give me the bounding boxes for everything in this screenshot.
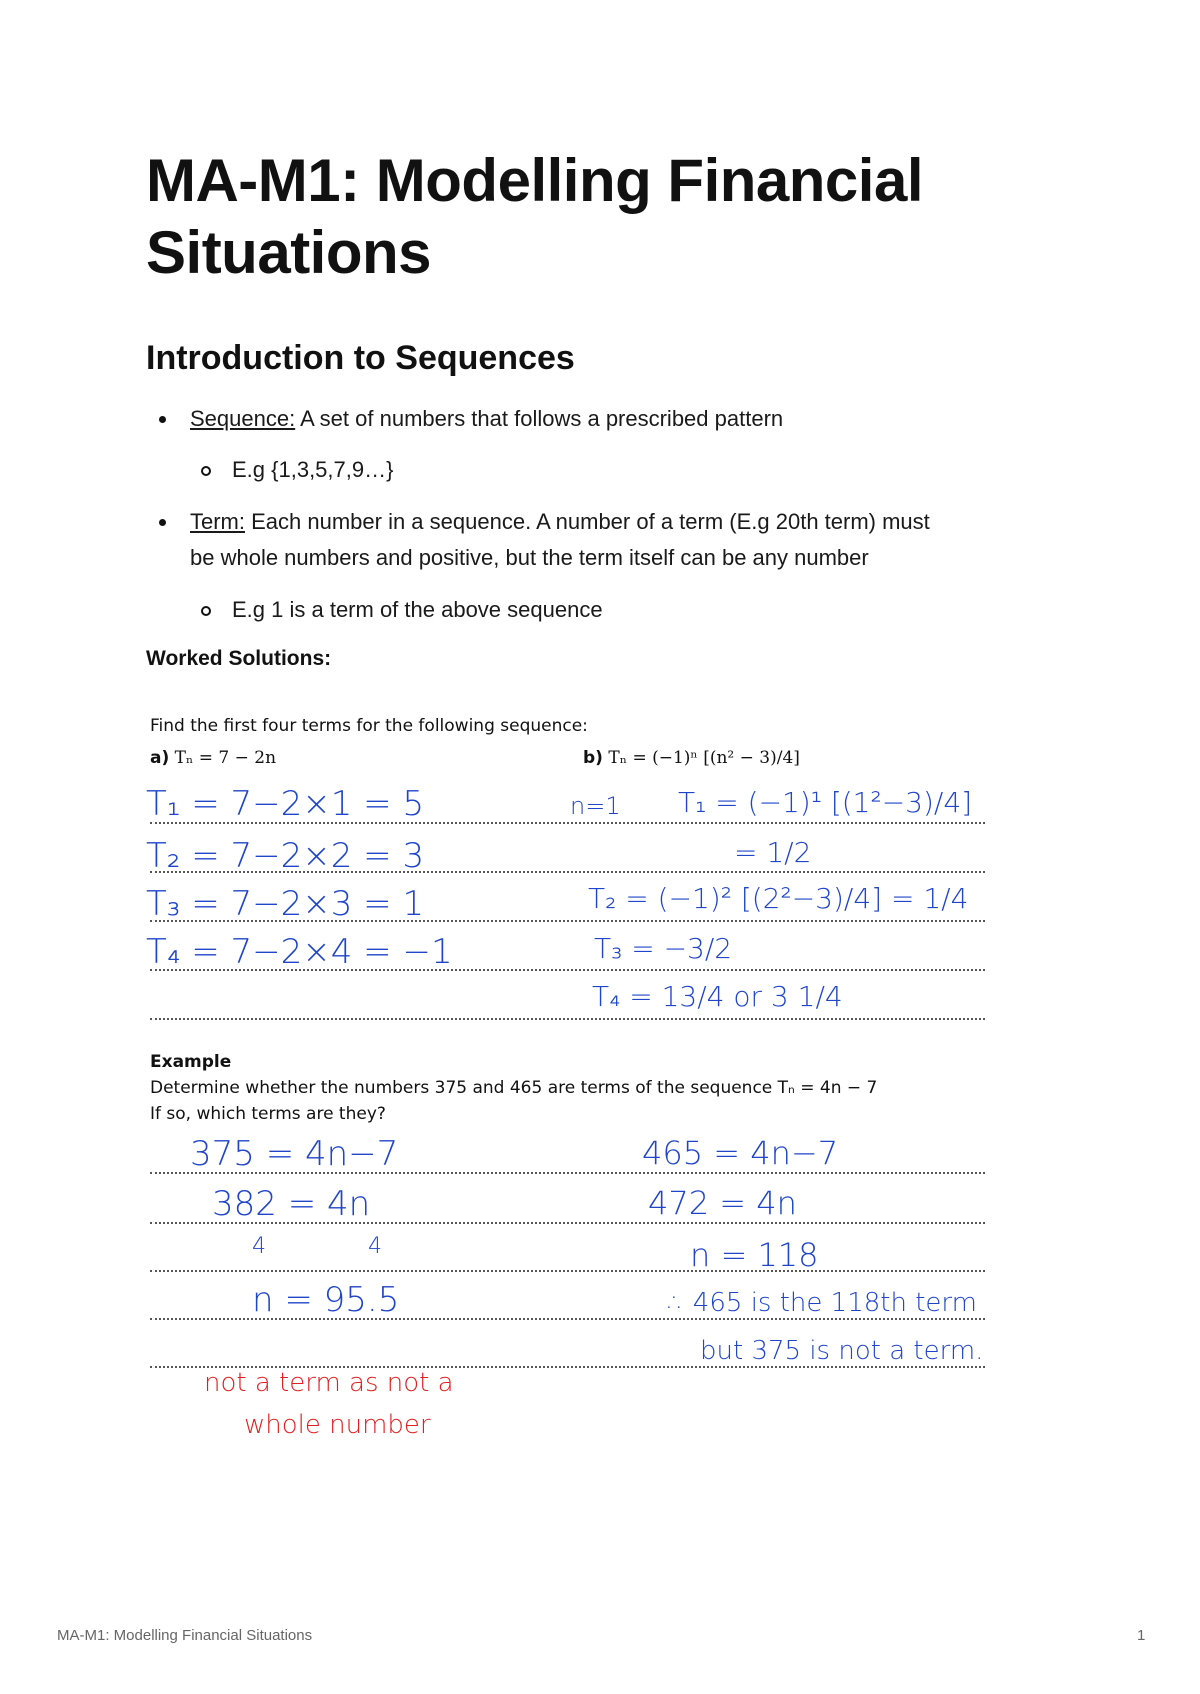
bullet-text-line2: be whole numbers and positive, but the term itself can be any number	[190, 545, 869, 570]
bullet-text: Each number in a sequence. A number of a term (E.g 20th term) must	[245, 509, 930, 534]
sub-bullet-marker	[201, 606, 211, 616]
bullet-text: A set of numbers that follows a prescribed pattern	[295, 406, 784, 431]
red-annotation: whole number	[244, 1410, 431, 1440]
handwritten-line: but 375 is not a term.	[700, 1336, 984, 1366]
bullet-term: Sequence:	[190, 406, 296, 431]
handwritten-line: 465 = 4n−7	[642, 1134, 839, 1172]
answer-line	[150, 1270, 985, 1272]
handwritten-line: 4	[368, 1234, 382, 1259]
red-annotation: not a term as not a	[204, 1368, 454, 1398]
worksheet-prompt: Find the first four terms for the following sequence:	[150, 716, 588, 736]
handwritten-line: n=1	[570, 792, 621, 820]
handwritten-line: T₄ = 13/4 or 3 1/4	[592, 980, 843, 1013]
section-heading: Introduction to Sequences	[146, 339, 575, 377]
handwritten-line: 4	[252, 1234, 266, 1259]
handwritten-line: 382 = 4n	[212, 1184, 371, 1224]
handwritten-line: T₂ = (−1)² [(2²−3)/4] = 1/4	[588, 882, 969, 915]
handwritten-line: T₄ = 7−2×4 = −1	[146, 932, 453, 972]
handwritten-line: T₂ = 7−2×2 = 3	[146, 836, 425, 876]
footer-title: MA-M1: Modelling Financial Situations	[57, 1627, 313, 1644]
bullet-marker	[159, 416, 166, 423]
handwritten-line: T₁ = (−1)¹ [(1²−3)/4]	[678, 786, 973, 819]
example-question: Determine whether the numbers 375 and 465 are terms of the sequence Tₙ = 4n − 7	[150, 1078, 878, 1098]
handwritten-line: n = 118	[690, 1236, 819, 1274]
handwritten-line: T₁ = 7−2×1 = 5	[146, 784, 425, 824]
page-title: MA-M1: Modelling Financial Situations	[146, 147, 923, 286]
part-a-formula: a) Tₙ = 7 − 2n	[150, 748, 277, 768]
handwritten-line: T₃ = 7−2×3 = 1	[146, 884, 425, 924]
bullet-sequence	[190, 401, 783, 437]
example-heading: Example	[150, 1052, 232, 1072]
bullet-term-def	[190, 504, 930, 540]
answer-line	[150, 1018, 985, 1020]
handwritten-line: 375 = 4n−7	[190, 1134, 399, 1174]
handwritten-line: ∴ 465 is the 118th term	[668, 1288, 977, 1318]
sub-bullet: E.g 1 is a term of the above sequence	[232, 597, 603, 622]
worked-solutions-heading: Worked Solutions:	[146, 647, 332, 670]
handwritten-line: n = 95.5	[252, 1280, 400, 1320]
handwritten-line: = 1/2	[734, 836, 812, 869]
sub-bullet-marker	[201, 466, 211, 476]
part-b-formula: b) Tₙ = (−1)ⁿ [(n² − 3)/4]	[583, 748, 800, 768]
handwritten-line: 472 = 4n	[648, 1184, 797, 1222]
sub-bullet: E.g {1,3,5,7,9…}	[232, 457, 394, 482]
bullet-marker	[159, 519, 166, 526]
bullet-term: Term:	[190, 509, 245, 534]
example-question: If so, which terms are they?	[150, 1104, 386, 1124]
handwritten-line: T₃ = −3/2	[594, 932, 733, 965]
page-number: 1	[1137, 1627, 1146, 1644]
